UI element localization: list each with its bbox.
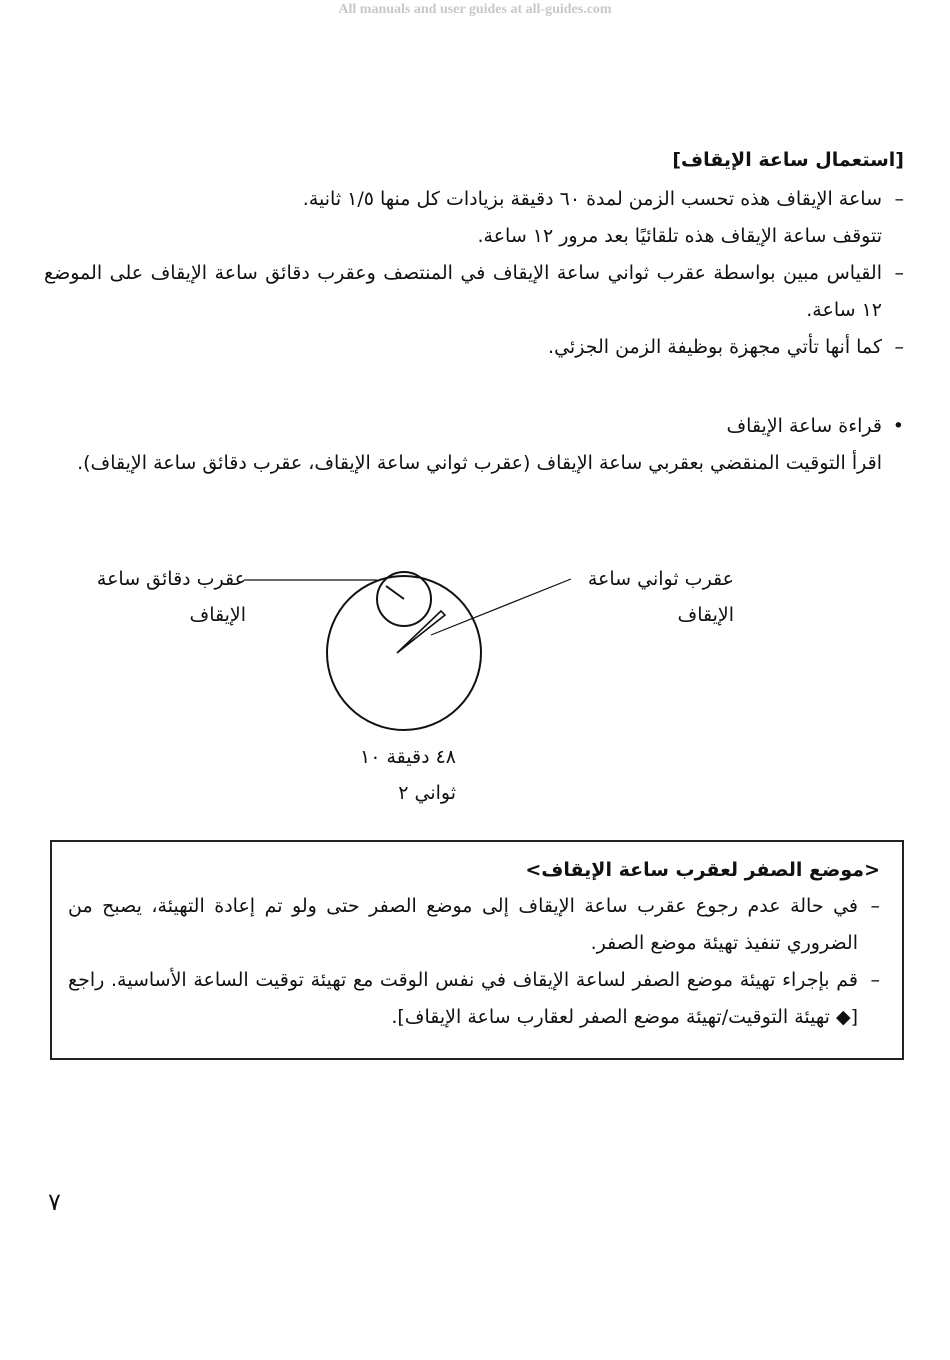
stopwatch-dial-outline xyxy=(327,576,481,730)
minute-hand-label xyxy=(70,561,246,633)
stopwatch-usage-list xyxy=(44,181,904,366)
list-item xyxy=(68,888,880,962)
watermark: All manuals and user guides at all-guides.com xyxy=(338,2,612,17)
note-content xyxy=(68,852,880,1036)
dash-marker: – xyxy=(894,262,904,284)
example-reading xyxy=(300,739,456,811)
bullet-marker: • xyxy=(892,415,904,437)
list-item-text: كما أنها تأتي مجهزة بوظيفة الزمن الجزئي. xyxy=(548,336,882,358)
stopwatch-diagram xyxy=(0,555,950,825)
minute-hand-label-line: عقرب دقائق ساعة xyxy=(96,568,246,590)
list-item xyxy=(44,181,904,255)
note-title: <موضع الصفر لعقرب ساعة الإيقاف> xyxy=(525,859,880,881)
second-hand-label-line: عقرب ثواني ساعة xyxy=(587,568,734,590)
list-item-text: قم بإجراء تهيئة موضع الصفر لساعة الإيقاف في نفس الوقت مع تهيئة توقيت الساعة الأساسية. راجع [◆ تهيئة التوقيت/تهيئة موضع الصفر لعقارب ساعة الإيقاف]. xyxy=(68,969,858,1028)
list-item-text: في حالة عدم رجوع عقرب ساعة الإيقاف إلى موضع الصفر حتى ولو تم إعادة التهيئة، يصبح من الضروري تنفيذ تهيئة موضع الصفر. xyxy=(68,895,858,954)
reading-minutes: ٤٨ دقيقة ١٠ xyxy=(360,746,456,768)
second-hand-leader xyxy=(431,579,571,635)
reading-seconds: ثواني ٢ xyxy=(398,782,456,804)
dash-marker: – xyxy=(870,969,880,991)
reading-text: اقرأ التوقيت المنقضي بعقربي ساعة الإيقاف (عقرب ثواني ساعة الإيقاف، عقرب دقائق ساعة الإيقاف). xyxy=(77,452,882,474)
zero-position-note-box xyxy=(50,840,904,1060)
reading-title-item xyxy=(44,408,904,445)
second-hand-label-line: الإيقاف xyxy=(677,604,734,626)
reading-text-item xyxy=(44,445,904,482)
section-title: [استعمال ساعة الإيقاف] xyxy=(672,149,904,171)
dash-marker: – xyxy=(870,895,880,917)
list-item xyxy=(68,962,880,1036)
reading-title: قراءة ساعة الإيقاف xyxy=(726,415,882,437)
second-hand-label xyxy=(560,561,734,633)
list-item-line: تتوقف ساعة الإيقاف هذه تلقائيًا بعد مرور ١٢ ساعة. xyxy=(477,225,882,247)
minute-hand xyxy=(386,586,404,599)
list-item xyxy=(44,329,904,366)
reading-section xyxy=(44,408,904,482)
page-number: ٧ xyxy=(48,1188,61,1216)
list-item-line: ساعة الإيقاف هذه تحسب الزمن لمدة ٦٠ دقيقة بزيادات كل منها ١/٥ ثانية. xyxy=(302,188,882,210)
dash-marker: – xyxy=(894,188,904,210)
list-item xyxy=(44,255,904,329)
list-item-text: القياس مبين بواسطة عقرب ثواني ساعة الإيقاف في المنتصف وعقرب دقائق ساعة الإيقاف على الموضع ١٢ ساعة. xyxy=(44,262,882,321)
minute-hand-label-line: الإيقاف xyxy=(189,604,246,626)
dash-marker: – xyxy=(894,336,904,358)
